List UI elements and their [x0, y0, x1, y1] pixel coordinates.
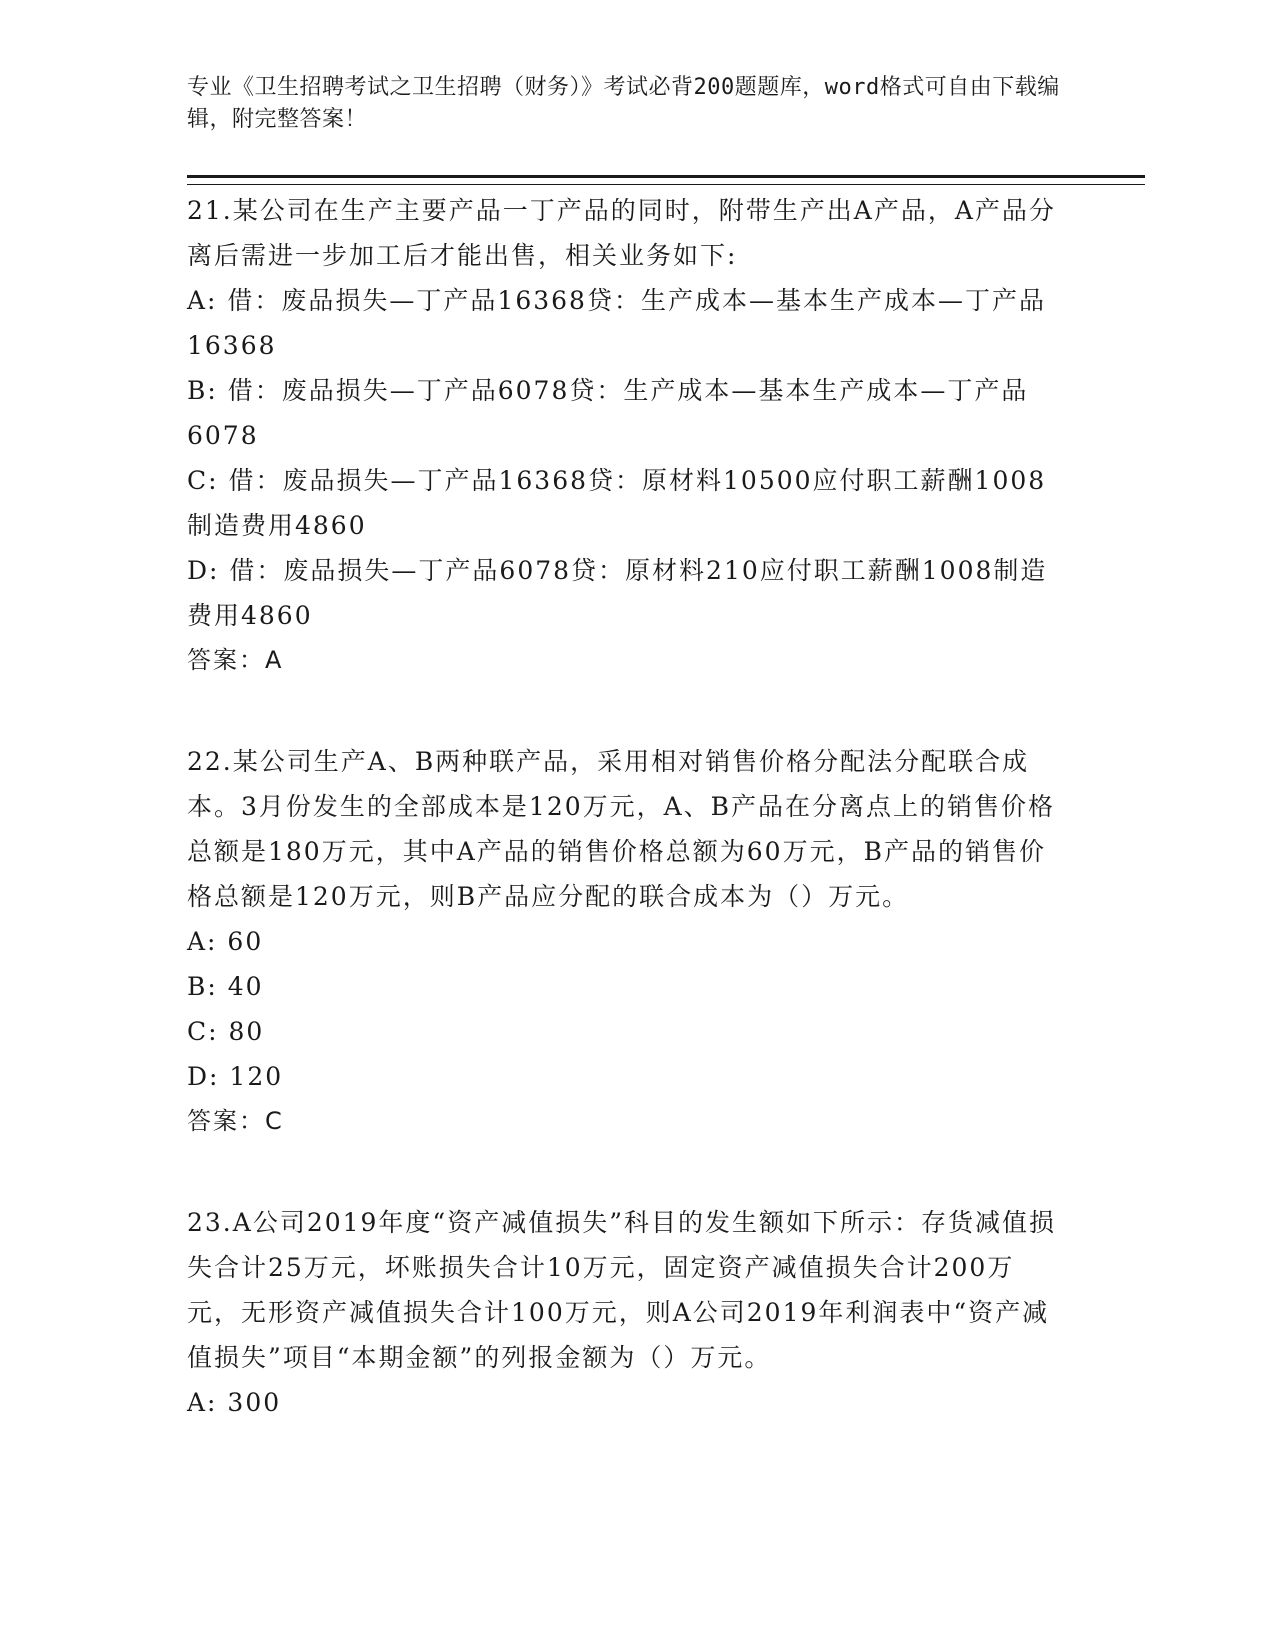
option-d: D: 借：废品损失—丁产品6078贷：原材料210应付职工薪酬1008制造费用4860 [187, 556, 1048, 630]
document-header: 专业《卫生招聘考试之卫生招聘（财务）》考试必背200题题库，word格式可自由下载编辑，附完整答案！ [187, 75, 1060, 132]
question-list [187, 188, 1067, 1481]
option-b: B: 借：废品损失—丁产品6078贷：生产成本—基本生产成本—丁产品6078 [187, 376, 1029, 450]
answer-line: 答案：C [187, 1107, 284, 1135]
option-d: D: 120 [187, 1062, 284, 1091]
header-divider [187, 175, 1145, 185]
page-header [187, 72, 1087, 136]
question-stem: 23.A公司2019年度“资产减值损失”科目的发生额如下所示：存货减值损失合计25万元，坏账损失合计10万元，固定资产减值损失合计200万元，无形资产减值损失合计100万元，则A公司2019年利润表中“资产减值损失”项目“本期金额”的列报金额为（）万元。 [187, 1208, 1056, 1372]
question-23 [187, 1200, 1067, 1425]
option-b: B: 40 [187, 972, 264, 1001]
option-a: A: 300 [187, 1388, 282, 1417]
question-stem: 21.某公司在生产主要产品一丁产品的同时，附带生产出A产品，A产品分离后需进一步加工后才能出售，相关业务如下: [187, 196, 1056, 270]
question-stem: 22.某公司生产A、B两种联产品，采用相对销售价格分配法分配联合成本。3月份发生的全部成本是120万元，A、B产品在分离点上的销售价格总额是180万元，其中A产品的销售价格总额为60万元，B产品的销售价格总额是120万元，则B产品应分配的联合成本为（）万元。 [187, 747, 1056, 911]
question-21 [187, 188, 1067, 683]
option-c: C: 80 [187, 1017, 265, 1046]
question-22 [187, 739, 1067, 1144]
option-c: C: 借：废品损失—丁产品16368贷：原材料10500应付职工薪酬1008制造费用4860 [187, 466, 1047, 540]
answer-line: 答案：A [187, 646, 284, 674]
option-a: A: 60 [187, 927, 264, 956]
option-a: A: 借：废品损失—丁产品16368贷：生产成本—基本生产成本—丁产品16368 [187, 286, 1046, 360]
